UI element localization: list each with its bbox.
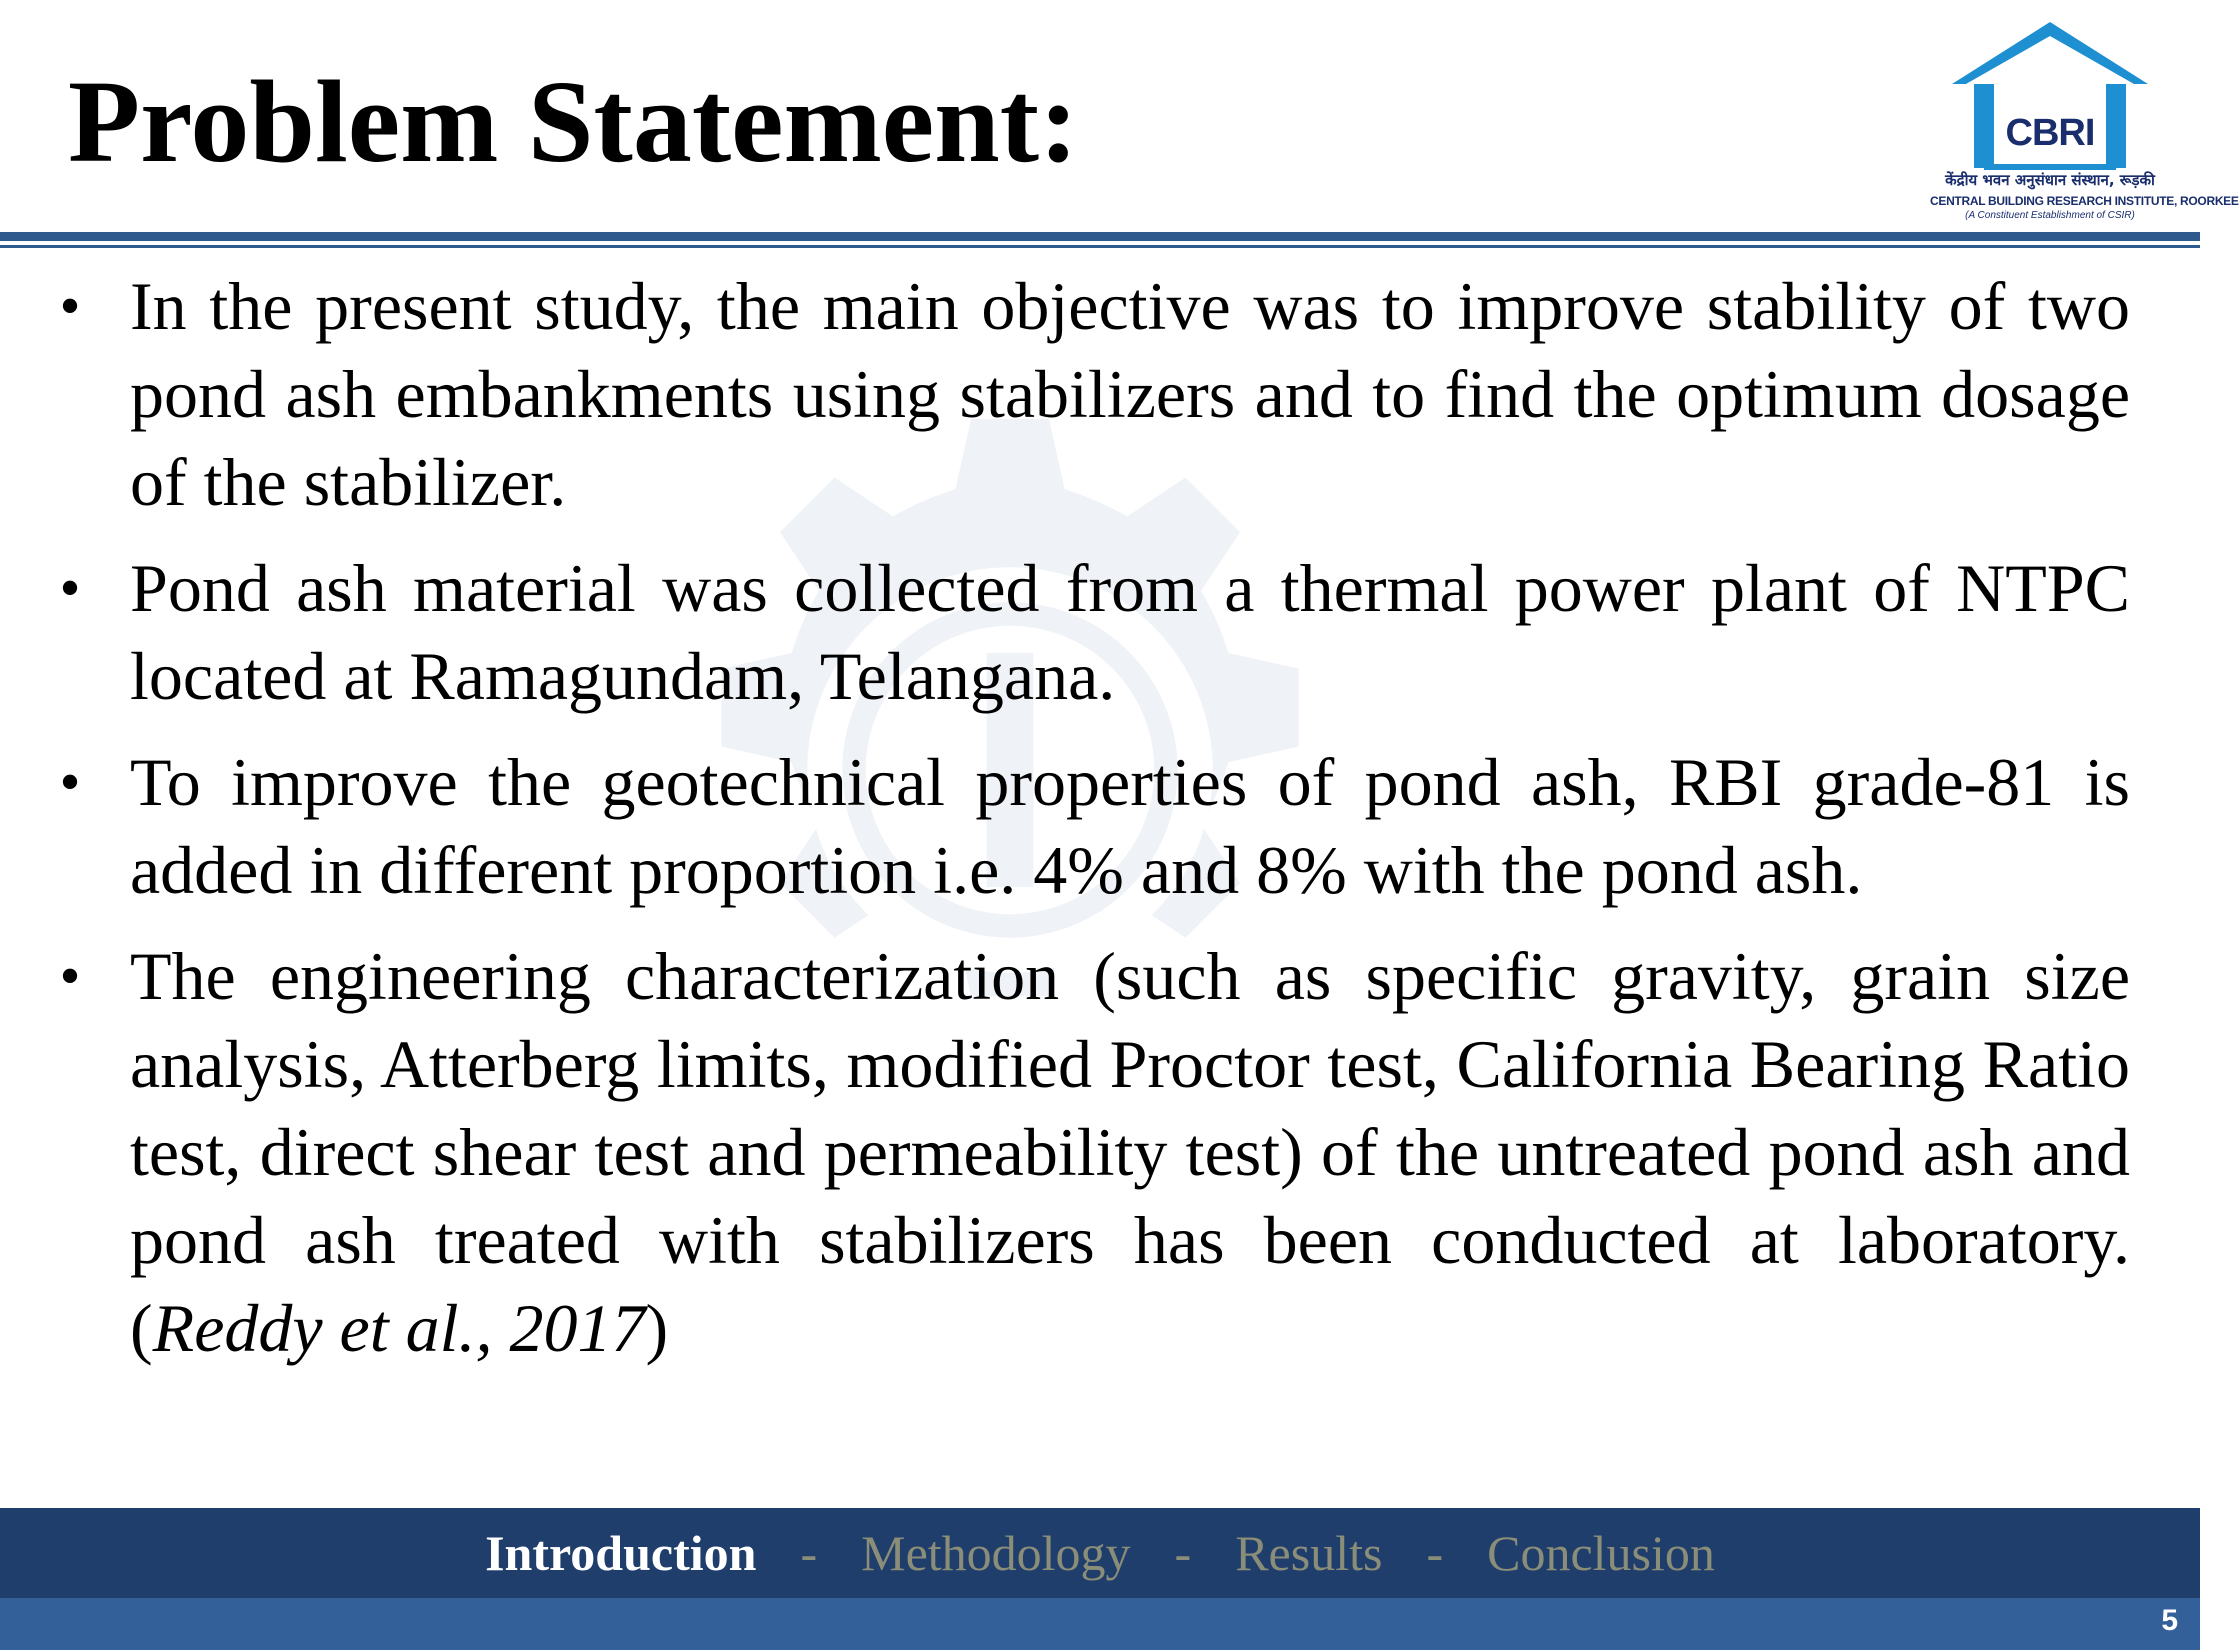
cbri-logo (1930, 14, 2239, 224)
logo-hindi-name: केंद्रीय भवन अनुसंधान संस्थान, रूड़की (1945, 171, 2155, 189)
bullet-mark: • (59, 555, 81, 621)
bullet-item (40, 262, 2130, 526)
bullet-item (40, 544, 2130, 720)
bullet-mark: • (59, 749, 81, 815)
citation-close: ) (645, 1290, 669, 1366)
footer-bar-lower (0, 1598, 2200, 1650)
slide-title: Problem Statement: (68, 56, 1079, 187)
nav-separator: - (800, 1525, 818, 1581)
page-number: 5 (2161, 1604, 2178, 1637)
bullet-text: In the present study, the main objective was to improve stability of two pond ash embankments using stabilizers and to find the optimum dosage of the stabilizer. (130, 268, 2130, 520)
bullet-list (40, 262, 2180, 1390)
nav-introduction[interactable]: Introduction (485, 1525, 757, 1581)
bullet-item (40, 738, 2130, 914)
nav-separator: - (1426, 1525, 1444, 1581)
logo-english-name: CENTRAL BUILDING RESEARCH INSTITUTE, ROORKEE (1930, 194, 2239, 208)
bullet-text: Pond ash material was collected from a thermal power plant of NTPC located at Ramagundam, Telangana. (130, 550, 2130, 714)
logo-subtitle: (A Constituent Establishment of CSIR) (1965, 210, 2135, 221)
nav-conclusion[interactable]: Conclusion (1487, 1525, 1715, 1581)
logo-acronym: CBRI (2005, 112, 2095, 154)
bullet-text: To improve the geotechnical properties of pond ash, RBI grade-81 is added in different proportion i.e. 4% and 8% with the pond ash. (130, 744, 2130, 908)
citation: Reddy et al., 2017 (152, 1290, 646, 1366)
bullet-text: The engineering characterization (such as specific gravity, grain size analysis, Atterberg limits, modified Proctor test, California Bearing Ratio test, direct shear test and permeability test) of the untreated pond ash and pond ash treated with stabilizers has been conducted at laboratory. ( (130, 938, 2130, 1366)
nav-methodology[interactable]: Methodology (861, 1525, 1131, 1581)
title-divider (0, 232, 2200, 241)
bullet-item (40, 932, 2130, 1372)
bullet-mark: • (59, 943, 81, 1009)
title-divider-thin (0, 245, 2200, 248)
bullet-mark: • (59, 273, 81, 339)
nav-separator: - (1174, 1525, 1192, 1581)
nav-results[interactable]: Results (1235, 1525, 1383, 1581)
section-nav (0, 1508, 2200, 1598)
